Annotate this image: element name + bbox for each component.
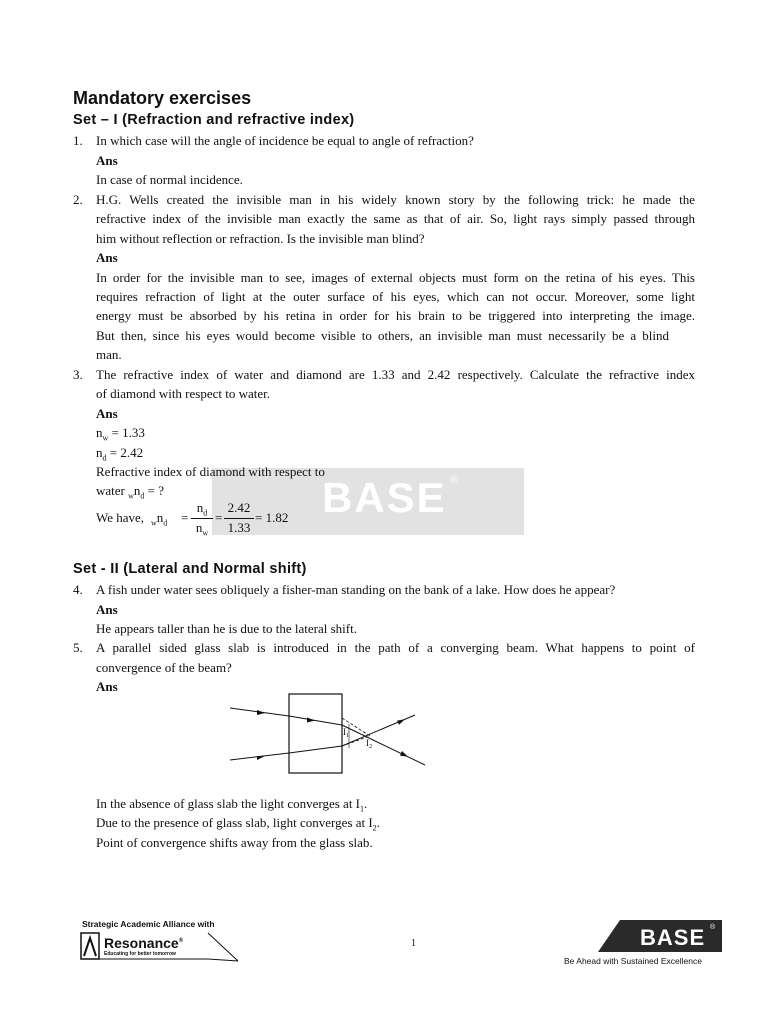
- q5-answer-3: Point of convergence shifts away from the glass slab.: [96, 835, 373, 850]
- wnd-symbol: $_wn_d$: [151, 510, 168, 528]
- q2-answer-5: man.: [96, 347, 122, 362]
- q2-answer-4: But then, since his eyes would become visible to others, an invisible man must necessarily be a blind: [96, 328, 669, 343]
- q2-line-3: him without reflection or refraction. Is the invisible man blind?: [96, 231, 425, 246]
- frac2-denominator: 1.33: [227, 520, 251, 535]
- q4-answer: He appears taller than he is due to the lateral shift.: [96, 621, 357, 636]
- q3-line-1: The refractive index of water and diamond are 1.33 and 2.42 respectively. Calculate the refractive index: [96, 367, 695, 382]
- watermark-registered: ®: [450, 474, 459, 486]
- q5-answer-1: In the absence of glass slab the light converges at $I_1$.: [96, 796, 368, 814]
- resonance-logo-graphic: [80, 932, 240, 962]
- arrowhead: [257, 756, 265, 760]
- frac2-bar: [224, 518, 254, 519]
- q5-number: 5.: [73, 640, 83, 655]
- q2-answer-3: energy must be absorbed by his retina in order for his brain to be triggered into interpreting the image.: [96, 308, 695, 323]
- refracted-ray-bottom: [289, 746, 342, 753]
- q1-question: In which case will the angle of incidence be equal to angle of refraction?: [96, 133, 474, 148]
- q4-question: A fish under water sees obliquely a fisher-man standing on the bank of a lake. How does he appear?: [96, 582, 616, 597]
- footer-alliance-text: Strategic Academic Alliance with: [82, 919, 215, 929]
- we-have-label: We have,: [96, 510, 145, 525]
- q1-number: 1.: [73, 133, 83, 148]
- result-value: = 1.82: [255, 510, 289, 525]
- svg-text:Resonance®: Resonance®: [104, 935, 184, 951]
- q2-line-1: H.G. Wells created the invisible man in his widely known story by the following trick: he made the: [96, 192, 695, 207]
- label-i2: $I_2$: [366, 738, 372, 750]
- q2-line-2: refractive index of the invisible man exactly the same as that of air. So, light rays simply passed through: [96, 211, 695, 226]
- q5-line-1: A parallel sided glass slab is introduced in the path of a converging beam. What happens to point of: [96, 640, 695, 655]
- emergent-ray-top: [342, 725, 425, 765]
- q5-line-2: convergence of the beam?: [96, 660, 232, 675]
- q2-answer-1: In order for the invisible man to see, images of external objects must form on the retina of his eyes. This: [96, 270, 695, 285]
- q1-answer: In case of normal incidence.: [96, 172, 243, 187]
- nw-value: $n_w = 1.33$: [96, 425, 145, 443]
- arrowhead: [400, 751, 408, 757]
- page-title: Mandatory exercises: [73, 88, 252, 108]
- base-logo: [598, 915, 722, 955]
- q3-text-b: water $_wn_d$ = ?: [96, 483, 165, 501]
- frac1-denominator: $n_w$: [195, 520, 209, 538]
- set2-heading: Set - II (Lateral and Normal shift): [73, 561, 307, 577]
- page-number: 1: [411, 938, 416, 949]
- q1-ans-label: Ans: [96, 153, 118, 168]
- set1-heading: Set – I (Refraction and refractive index): [73, 112, 355, 128]
- svg-text:®: ®: [710, 924, 716, 931]
- arrowhead: [397, 719, 405, 725]
- base-logo-graphic: [598, 915, 722, 955]
- resonance-logo: [80, 932, 240, 962]
- label-i1: $I_1$: [343, 727, 349, 739]
- equals-sign-2: =: [215, 510, 223, 525]
- q2-ans-label: Ans: [96, 250, 118, 265]
- nd-value: $n_d = 2.42$: [96, 445, 144, 463]
- q5-answer-2: Due to the presence of glass slab, light converges at $I_2$.: [96, 815, 380, 833]
- glass-slab-diagram: [225, 690, 435, 780]
- svg-text:Educating for better tomorrow: Educating for better tomorrow: [104, 951, 176, 957]
- q2-answer-2: requires refraction of light at the outer surface of his eyes, which can not occur. Moreover, some light: [96, 289, 695, 304]
- watermark-logo: BASE: [322, 474, 447, 521]
- q4-ans-label: Ans: [96, 602, 118, 617]
- frac1-bar: [191, 518, 213, 519]
- glass-slab: [289, 694, 342, 773]
- refracted-ray-top: [289, 716, 342, 725]
- q3-ans-label: Ans: [96, 406, 118, 421]
- q5-ans-label: Ans: [96, 679, 118, 694]
- q3-line-2: of diamond with respect to water.: [96, 386, 271, 401]
- equals-sign: =: [181, 510, 189, 525]
- frac2-numerator: 2.42: [227, 500, 251, 515]
- frac1-numerator: $n_d$: [196, 500, 208, 518]
- q4-number: 4.: [73, 582, 83, 597]
- q3-number: 3.: [73, 367, 83, 382]
- svg-text:BASE: BASE: [640, 925, 706, 950]
- q3-text-a: Refractive index of diamond with respect to: [96, 464, 325, 479]
- footer-tagline: Be Ahead with Sustained Excellence: [564, 956, 702, 966]
- q2-number: 2.: [73, 192, 83, 207]
